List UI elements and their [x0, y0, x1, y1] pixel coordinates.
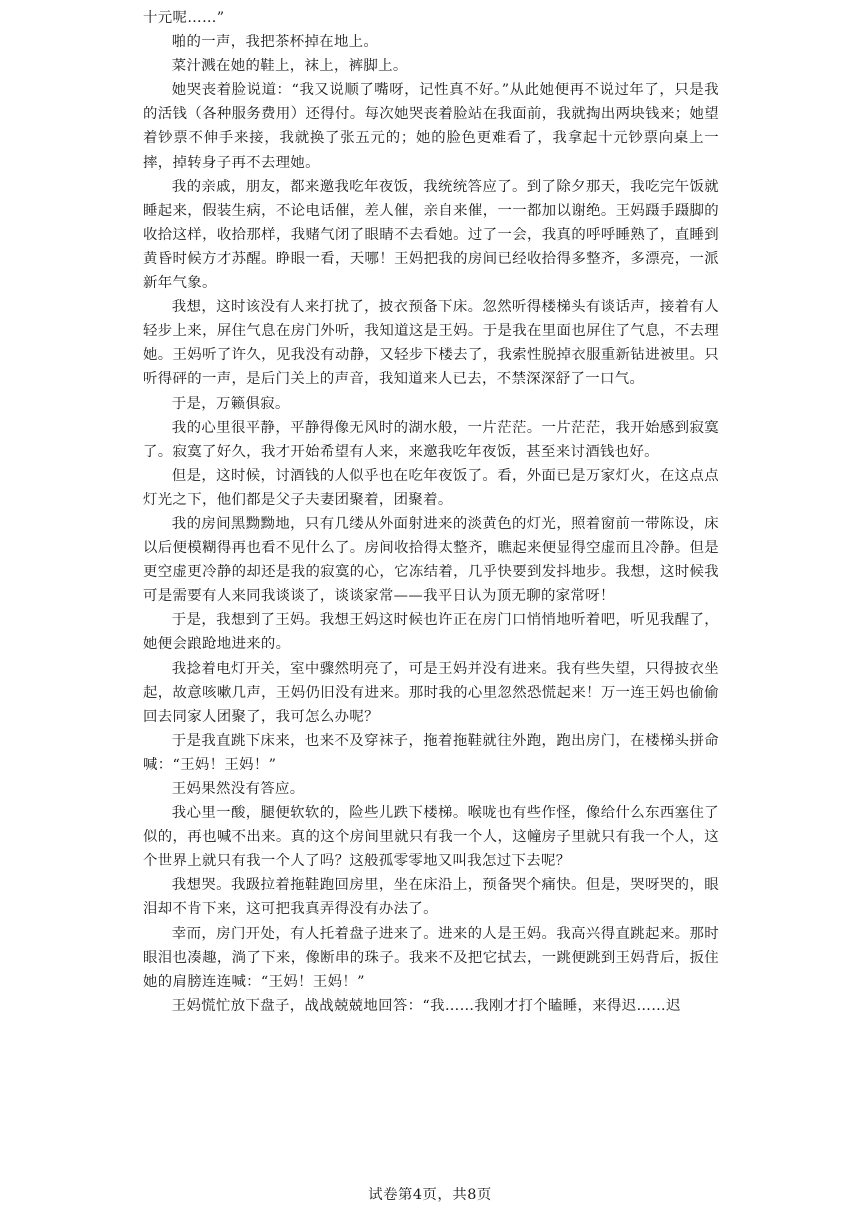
paragraph: 我的亲戚，朋友，都来邀我吃年夜饭，我统统答应了。到了除夕那天，我吃完午饭就睡起来，假装生病，不论电话催，差人催，亲自来催，一一都加以谢绝。王妈蹑手蹑脚的收拾这样，收拾那样，我赌气闭了眼睛不去看她。过了一会，我真的呼呼睡熟了，直睡到黄昏时候方才苏醒。睁眼一看，天哪！王妈把我的房间已经收拾得多整齐，多漂亮，一派新年气象。: [143, 178, 719, 292]
paragraph: 王妈果然没有答应。: [171, 781, 305, 797]
paragraph: 于是，我想到了王妈。我想王妈这时候也许正在房门口悄悄地听着吧，听见我醒了，她便会踉跄地进来的。: [143, 612, 719, 653]
passage-body: [143, 0, 719, 1018]
paragraph: 于是，万籁俱寂。: [171, 395, 290, 412]
paragraph: 我的房间黑黝黝地，只有几缕从外面射进来的淡黄色的灯光，照着窗前一带陈设，床以后便模糊得再也看不见什么了。房间收拾得太整齐，瞧起来便显得空虚而且冷静。但是更空虚更冷静的却还是我的寂寞的心，它冻结着，几乎快要到发抖地步。我想，这时候我可是需要有人来同我谈谈了，谈谈家常——我平日认为顶无聊的家常呀！: [143, 515, 719, 605]
paragraph: 十元呢……”: [143, 10, 225, 26]
paragraph: 菜汁溅在她的鞋上，袜上，裤脚上。: [171, 58, 408, 75]
page-footer: 试卷第4页，共8页: [368, 1187, 492, 1203]
paragraph: 我想哭。我趿拉着拖鞋跑回房里，坐在床沿上，预备哭个痛快。但是，哭呀哭的，眼泪却不肯下来，这可把我真弄得没有办法了。: [143, 877, 719, 918]
paragraph: 我想，这时该没有人来打扰了，披衣预备下床。忽然听得楼梯头有谈话声，接着有人轻步上来，屏住气息在房门外听，我知道这是王妈。于是我在里面也屏住了气息，不去理她。王妈听了许久，见我没有动静，又轻步下楼去了，我索性脱掉衣服重新钻进被里。只听得砰的一声，是后门关上的声音，我知道来人已去，不禁深深舒了一口气。: [143, 299, 719, 388]
exam-page: [143, 0, 719, 1018]
paragraph: 啪的一声，我把茶杯掉在地上。: [171, 34, 379, 51]
paragraph: 王妈慌忙放下盘子，战战兢兢地回答：“我……我刚才打个瞌睡，来得迟……迟: [171, 997, 681, 1014]
paragraph: 但是，这时候，讨酒钱的人似乎也在吃年夜饭了。看，外面已是万家灯火，在这点点灯光之下，他们都是父子夫妻团聚着，团聚着。: [143, 467, 719, 508]
paragraph: 她哭丧着脸说道：“我又说顺了嘴呀，记性真不好。”从此她便再不说过年了，只是我的活钱（各种服务费用）还得付。每次她哭丧着脸站在我面前，我就掏出两块钱来；她望着钞票不伸手来接，我就换了张五元的；她的脸色更难看了，我拿起十元钞票向桌上一摔，掉转身子再不去理她。: [143, 82, 719, 171]
paragraph: 我捻着电灯开关，室中骤然明亮了，可是王妈并没有进来。我有些失望，只得披衣坐起，故意咳嗽几声，王妈仍旧没有进来。那时我的心里忽然恐慌起来！万一连王妈也偷偷回去同家人团聚了，我可怎么办呢？: [143, 660, 719, 725]
paragraph: 于是我直跳下床来，也来不及穿袜子，拖着拖鞋就往外跑，跑出房门，在楼梯头拼命喊：“王妈！王妈！”: [143, 732, 719, 773]
paragraph: 幸而，房门开处，有人托着盘子进来了。进来的人是王妈。我高兴得直跳起来。那时眼泪也凑趣，淌了下来，像断串的珠子。我来不及把它拭去，一跳便跳到王妈背后，扳住她的肩膀连连喊：“王妈！王妈！”: [143, 925, 719, 990]
paragraph: 我的心里很平静，平静得像无风时的湖水般，一片茫茫。一片茫茫，我开始感到寂寞了。寂寞了好久，我才开始希望有人来，来邀我吃年夜饭，甚至来讨酒钱也好。: [143, 419, 719, 460]
paragraph: 我心里一酸，腿便软软的，险些儿跌下楼梯。喉咙也有些作怪，像给什么东西塞住了似的，再也喊不出来。真的这个房间里就只有我一个人，这幢房子里就只有我一个人，这个世界上就只有我一个人了吗？这般孤零零地又叫我怎过下去呢？: [143, 805, 719, 870]
